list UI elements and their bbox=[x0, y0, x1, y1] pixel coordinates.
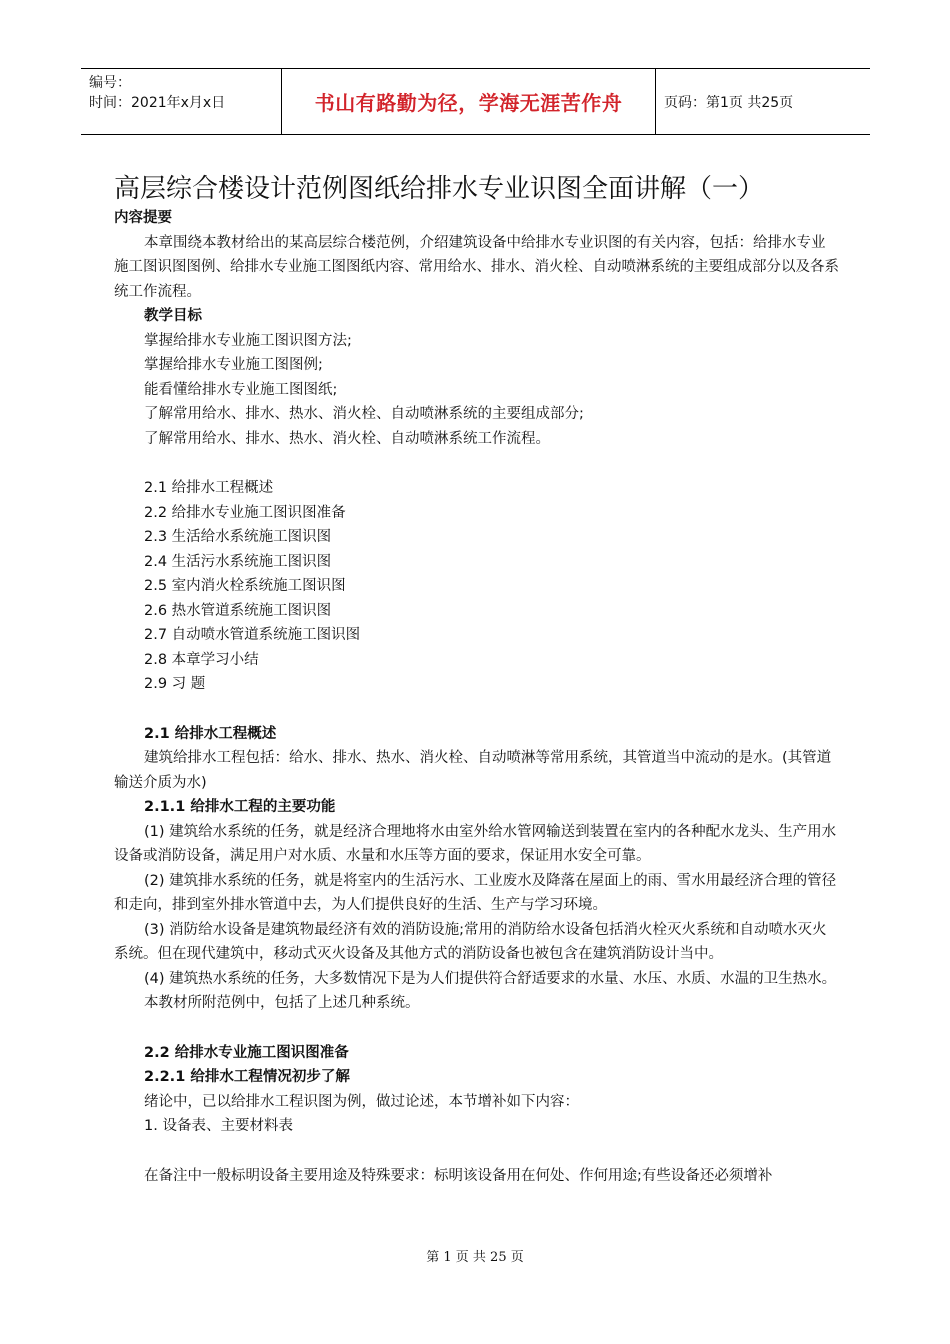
objective-item: 掌握给排水专业施工图图例; bbox=[144, 357, 323, 373]
section-2-1-heading: 2.1 给排水工程概述 bbox=[144, 725, 277, 742]
objective-item: 能看懂给排水专业施工图图纸; bbox=[144, 381, 338, 398]
header-page-cell bbox=[656, 69, 870, 134]
section-2-2-intro: 绪论中，已以给排水工程识图为例，做过论述，本节增补如下内容： bbox=[144, 1093, 579, 1110]
toc-item: 2.9 习 题 bbox=[144, 676, 206, 692]
section-2-1-intro: 建筑给排水工程包括：给水、排水、热水、消火栓、自动喷淋等常用系统，其管道当中流动的是水。(其管道输送介质为水) bbox=[114, 750, 832, 791]
toc-item: 2.7 自动喷水管道系统施工图识图 bbox=[144, 627, 361, 643]
summary-heading: 内容提要 bbox=[114, 210, 172, 226]
page-footer: 第 1 页 共 25 页 bbox=[426, 1250, 524, 1265]
summary-text: 本章围绕本教材给出的某高层综合楼范例，介绍建筑设备中给排水专业识图的有关内容，包括：给排水专业施工图识图图例、给排水专业施工图图纸内容、常用给水、排水、消火栓、自动喷淋系统的主要组成部分以及各系统工作流程。 bbox=[114, 234, 839, 300]
header-table bbox=[81, 68, 870, 135]
objective-item: 了解常用给水、排水、热水、消火栓、自动喷淋系统工作流程。 bbox=[144, 430, 550, 447]
function-item: (2) 建筑排水系统的任务，就是将室内的生活污水、工业废水及降落在屋面上的雨、雪水用最经济合理的管径和走向，排到室外排水管道中去，为人们提供良好的生活、生产与学习环境。 bbox=[114, 872, 837, 913]
toc-item: 2.2 给排水专业施工图识图准备 bbox=[144, 504, 346, 521]
header-motto-cell bbox=[282, 69, 656, 134]
time-label: 时间：2021年x月x日 bbox=[89, 95, 226, 111]
toc-item: 2.4 生活污水系统施工图识图 bbox=[144, 553, 332, 570]
table-of-contents bbox=[114, 476, 839, 697]
motto: 书山有路勤为径，学海无涯苦作舟 bbox=[314, 91, 623, 115]
objectives-heading: 教学目标 bbox=[144, 308, 202, 324]
function-item: (1) 建筑给水系统的任务，就是经济合理地将水由室外给水管网输送到装置在室内的各种配水龙头、生产用水设备或消防设备，满足用户对水质、水量和水压等方面的要求，保证用水安全可靠。 bbox=[114, 823, 837, 864]
toc-item: 2.1 给排水工程概述 bbox=[144, 480, 274, 496]
toc-item: 2.5 室内消火栓系统施工图识图 bbox=[144, 578, 346, 594]
remarks-note: 在备注中一般标明设备主要用途及特殊要求：标明该设备用在何处、作何用途;有些设备还必须增补 bbox=[144, 1167, 773, 1184]
toc-item: 2.6 热水管道系统施工图识图 bbox=[144, 602, 332, 619]
header-meta-cell bbox=[81, 69, 282, 134]
section-2-2-heading: 2.2 给排水专业施工图识图准备 bbox=[144, 1044, 349, 1061]
section-2-2-1-heading: 2.2.1 给排水工程情况初步了解 bbox=[144, 1069, 350, 1085]
section-2-1-closing: 本教材所附范例中，包括了上述几种系统。 bbox=[144, 995, 420, 1011]
page-info: 页码：第1页 共25页 bbox=[664, 94, 794, 111]
document-body bbox=[114, 206, 839, 1188]
section-2-1-1-heading: 2.1.1 给排水工程的主要功能 bbox=[144, 799, 336, 815]
equipment-table-item: 1. 设备表、主要材料表 bbox=[144, 1118, 293, 1134]
number-label: 编号： bbox=[89, 75, 131, 91]
toc-item: 2.8 本章学习小结 bbox=[144, 651, 259, 668]
document-title: 高层综合楼设计范例图纸给排水专业识图全面讲解（一） bbox=[114, 174, 765, 204]
toc-item: 2.3 生活给水系统施工图识图 bbox=[144, 529, 332, 545]
objective-item: 掌握给排水专业施工图识图方法; bbox=[144, 332, 352, 349]
objective-item: 了解常用给水、排水、热水、消火栓、自动喷淋系统的主要组成部分; bbox=[144, 406, 584, 422]
objectives-block bbox=[114, 304, 839, 451]
function-item: (3) 消防给水设备是建筑物最经济有效的消防设施;常用的消防给水设备包括消火栓灭火系统和自动喷水灭火系统。但在现代建筑中，移动式灭火设备及其他方式的消防设备也被包含在建筑消防设计当中。 bbox=[114, 921, 827, 962]
function-item: (4) 建筑热水系统的任务，大多数情况下是为人们提供符合舒适要求的水量、水压、水质、水温的卫生热水。 bbox=[144, 970, 837, 987]
